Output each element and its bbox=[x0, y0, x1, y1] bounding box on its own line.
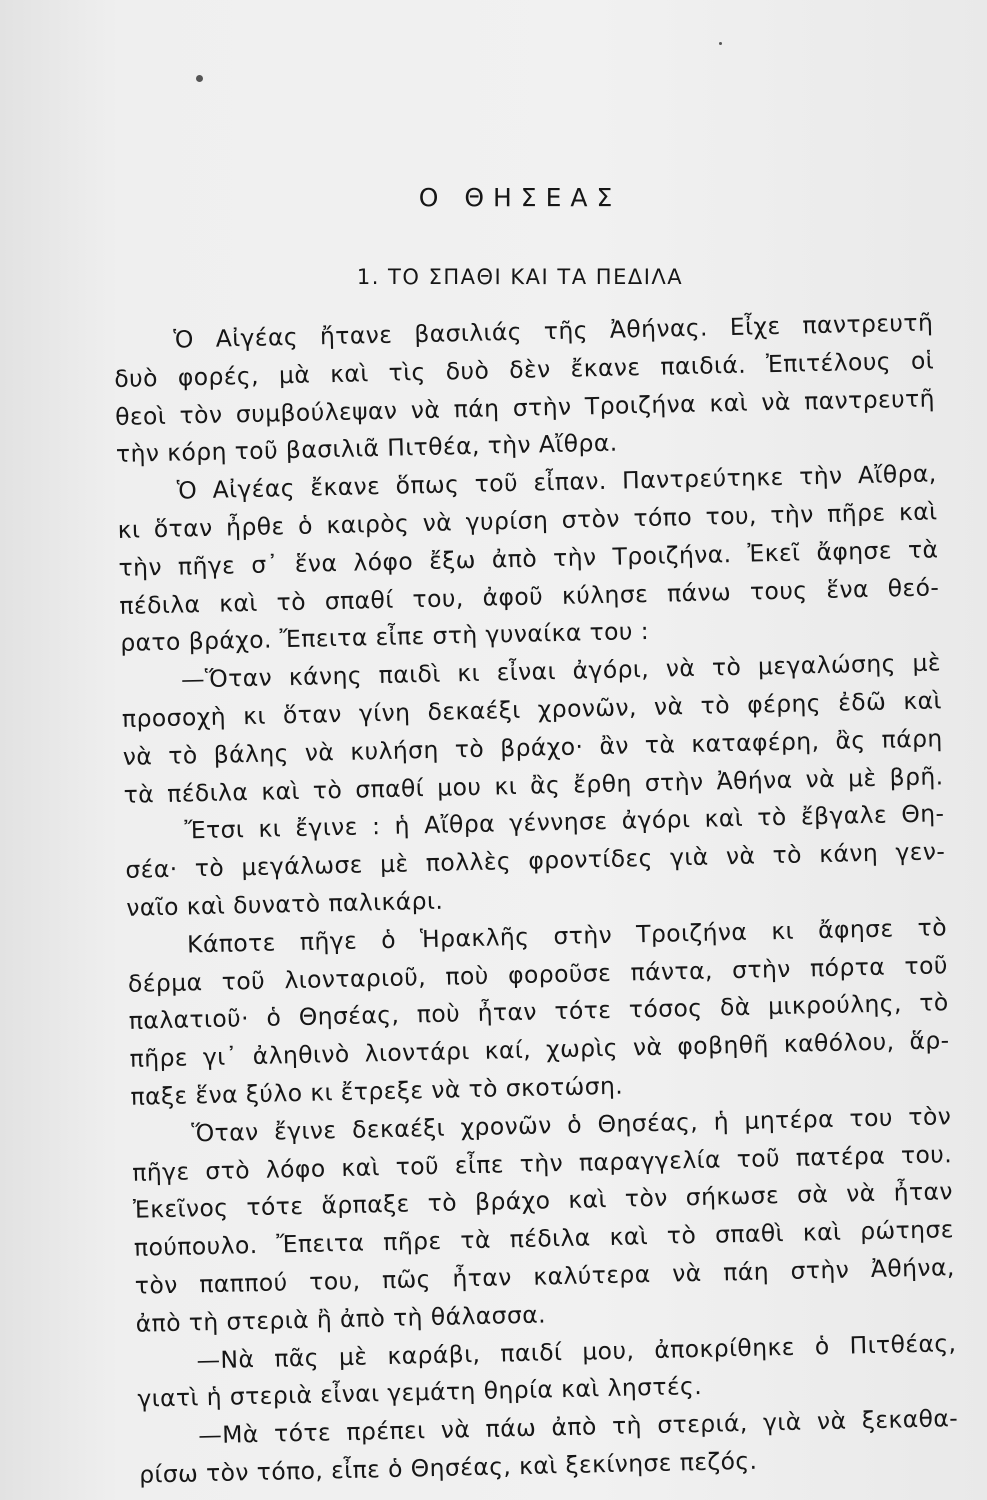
text-line: δυὸ φορές, μὰ καὶ τὶς δυὸ δὲν ἔκανε παιδιά. Ἐπιτέλους οἱ bbox=[113, 346, 935, 393]
text-line: τὴν πῆγε σ᾽ ἕνα λόφο ἔξω ἀπὸ τὴν Τροιζήνα. Ἐκεῖ ἄφησε τὰ bbox=[118, 535, 939, 582]
text-line: τὸν παππού του, πῶς ἦταν καλύτερα νὰ πάη στὴν Ἀθήνα, bbox=[134, 1253, 955, 1300]
text-line: νὰ τὸ βάλης νὰ κυλήση τὸ βράχο· ἂν τὰ καταφέρη, ἂς πάρη bbox=[122, 724, 943, 771]
text-line: —Μὰ τότε πρέπει νὰ πάω ἀπὸ τὴ στεριά, γιὰ νὰ ξεκαθα- bbox=[197, 1404, 959, 1450]
text-line: ρατο βράχο. Ἔπειτα εἶπε στὴ γυναίκα του : bbox=[119, 617, 650, 658]
text-line: πούπουλο. Ἔπειτα πῆρε τὰ πέδιλα καὶ τὸ σπαθὶ καὶ ρώτησε bbox=[133, 1215, 955, 1262]
ink-speck bbox=[196, 75, 203, 82]
section-heading: 1. ΤΟ ΣΠΑΘΙ ΚΑΙ ΤΑ ΠΕΔΙΛΑ bbox=[356, 265, 684, 289]
text-line: θεοὶ τὸν συμβούλεψαν νὰ πάη στὴν Τροιζήνα καὶ νὰ παντρευτῆ bbox=[114, 383, 936, 431]
text-line: ρίσω τὸν τόπο, εἶπε ὁ Θησέας, καὶ ξεκίνησε πεζός. bbox=[138, 1446, 758, 1489]
text-line: δέρμα τοῦ λιονταριοῦ, ποὺ φοροῦσε πάντα, στὴν πόρτα τοῦ bbox=[127, 950, 949, 998]
text-line: πέδιλα καὶ τὸ σπαθί του, ἀφοῦ κύλησε πάνω τους ἕνα θεό- bbox=[119, 572, 940, 620]
text-line: τὴν κόρη τοῦ βασιλιᾶ Πιτθέα, τὴν Αἴθρα. bbox=[115, 428, 618, 469]
text-line: Ἔτσι κι ἔγινε : ἡ Αἴθρα γέννησε ἀγόρι καὶ τὸ ἔβγαλε Θη- bbox=[184, 799, 945, 845]
text-line: γιατὶ ἡ στεριὰ εἶναι γεμάτη θηρία καὶ ληστές. bbox=[137, 1372, 703, 1414]
text-line: Ὅταν ἔγινε δεκαέξι χρονῶν ὁ Θησέας, ἡ μητέρα του τὸν bbox=[191, 1101, 952, 1148]
body-text bbox=[113, 304, 959, 1494]
text-line: πῆρε γι᾽ ἀληθινὸ λιοντάρι καί, χωρὶς νὰ φοβηθῆ καθόλου, ἅρ- bbox=[129, 1026, 950, 1073]
text-line: —Νὰ πᾶς μὲ καράβι, παιδί μου, ἀποκρίθηκε ὁ Πιτθέας, bbox=[196, 1328, 957, 1374]
text-line: Ἐκεῖνος τότε ἅρπαξε τὸ βράχο καὶ τὸν σήκωσε σὰ νὰ ἦταν bbox=[132, 1177, 954, 1225]
text-line: σέα· τὸ μεγάλωσε μὲ πολλὲς φροντίδες γιὰ νὰ τὸ κάνη γεν- bbox=[125, 837, 946, 885]
text-line: παξε ἕνα ξύλο κι ἔτρεξε νὰ τὸ σκοτώση. bbox=[130, 1071, 624, 1111]
chapter-title: Ο ΘΗΣΕΑΣ bbox=[418, 183, 622, 212]
text-line: προσοχὴ κι ὅταν γίνη δεκαέξι χρονῶν, νὰ τὸ φέρης ἐδῶ καὶ bbox=[121, 686, 943, 733]
ink-speck bbox=[719, 42, 722, 45]
text-line: Κάποτε πῆγε ὁ Ἡρακλῆς στὴν Τροιζήνα κι ἄφησε τὸ bbox=[186, 912, 948, 959]
text-line: πῆγε στὸ λόφο καὶ τοῦ εἶπε τὴν παραγγελία τοῦ πατέρα του. bbox=[131, 1139, 953, 1187]
text-line: ναῖο καὶ δυνατὸ παλικάρι. bbox=[125, 886, 444, 922]
text-line: τὰ πέδιλα καὶ τὸ σπαθί μου κι ἂς ἔρθη στὴν Ἀθήνα νὰ μὲ βρῆ. bbox=[123, 761, 944, 809]
text-line: —Ὅταν κάνης παιδὶ κι εἶναι ἀγόρι, νὰ τὸ μεγαλώσης μὲ bbox=[180, 648, 942, 694]
text-line: κι ὅταν ἦρθε ὁ καιρὸς νὰ γυρίση στὸν τόπο του, τὴν πῆρε καὶ bbox=[117, 497, 938, 544]
text-line: Ὁ Αἰγέας ἔκανε ὅπως τοῦ εἶπαν. Παντρεύτηκε τὴν Αἴθρα, bbox=[176, 459, 937, 505]
text-line: ἀπὸ τὴ στεριὰ ἢ ἀπὸ τὴ θάλασσα. bbox=[135, 1300, 547, 1338]
text-line: Ὁ Αἰγέας ἤτανε βασιλιάς τῆς Ἀθήνας. Εἶχε παντρευτῆ bbox=[173, 308, 934, 354]
text-line: παλατιοῦ· ὁ Θησέας, ποὺ ἦταν τότε τόσος δὰ μικρούλης, τὸ bbox=[128, 988, 949, 1036]
